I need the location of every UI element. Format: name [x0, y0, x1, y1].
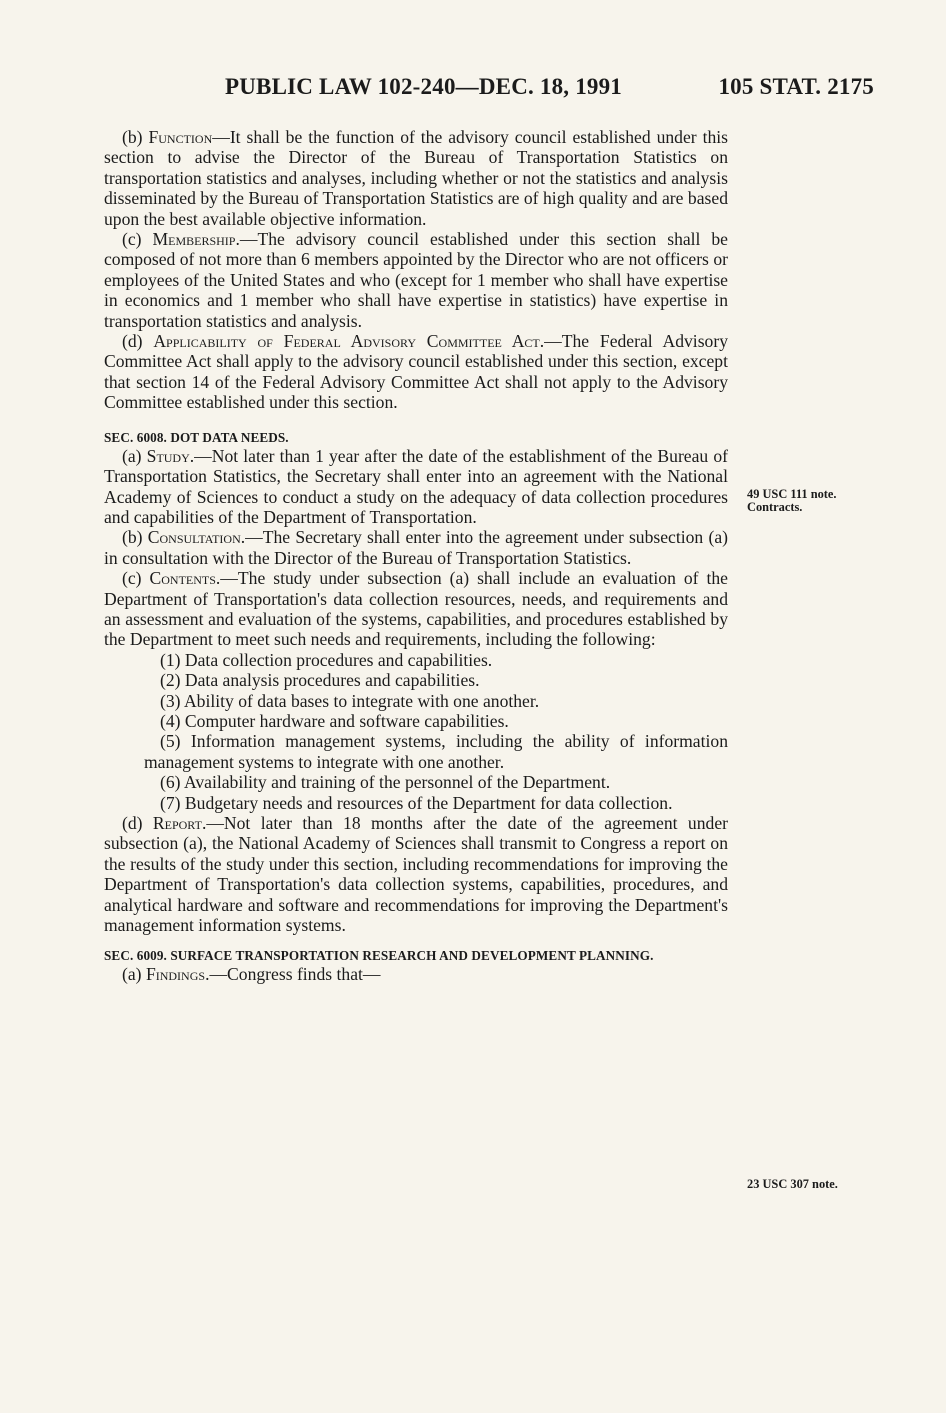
heading-findings: Findings: [145, 964, 206, 985]
margin-note-line: 49 USC 111 note.: [747, 487, 837, 501]
section-6009-title: SEC. 6009. SURFACE TRANSPORTATION RESEARCH AND DEVELOPMENT PLANNING.: [104, 948, 654, 964]
heading-function: Function: [148, 127, 213, 147]
heading-study: Study: [146, 445, 190, 466]
paragraph-a-study: (a) Study.—Not later than 1 year after the date of the establishment of the Bureau of Transportation Statistics, the Secretary shall enter into an agreement with the National Academy of Sciences to conduct a study on the adequacy of data collection procedures and capabilities of the Department of Transportation.: [104, 445, 728, 527]
main-text-column: [104, 127, 728, 985]
paragraph-b-function: (b) Function—It shall be the function of the advisory council established under this section to advise the Director of the Bureau of Transportation Statistics on transportation statistics and analyses, including whether or not the statistics and analysis disseminated by the Bureau of Transportation Statistics are of high quality and are based upon the best available objective information.: [104, 127, 728, 229]
section-6008-title: SEC. 6008. DOT DATA NEEDS.: [104, 429, 289, 445]
list-item: (4) Computer hardware and software capabilities.: [160, 710, 509, 731]
header-stat-page: 105 STAT. 2175: [718, 74, 874, 99]
heading-consultation: Consultation: [147, 527, 241, 548]
header-law-citation: PUBLIC LAW 102-240—DEC. 18, 1991: [225, 74, 623, 99]
paragraph-d-report: (d) Report.—Not later than 18 months after the date of the agreement under subsection (a), the National Academy of Sciences shall transmit to Congress a report on the results of the study under this section, including recommendations for improving the Department of Transportation's data collection systems, capabilities, procedures, and analytical hardware and software and recommendations for improving the Department's management information systems.: [104, 813, 728, 936]
list-item: (1) Data collection procedures and capabilities.: [160, 649, 493, 670]
paragraph-b-consultation: (b) Consultation.—The Secretary shall enter into the agreement under subsection (a) in consultation with the Director of the Bureau of Transportation Statistics.: [104, 527, 728, 568]
paragraph-c-contents: (c) Contents.—The study under subsection (a) shall include an evaluation of the Department of Transportation's data collection resources, needs, and requirements and an assessment and evaluation of the systems, capabilities, and procedures established by the Department to meet such needs and requirements, including the following:: [104, 568, 728, 650]
list-item: (6) Availability and training of the personnel of the Department.: [160, 772, 611, 793]
page-header: [225, 74, 874, 100]
heading-applicability: Applicability of Federal Advisory Committee Act: [153, 331, 540, 352]
list-item: (5) Information management systems, including the ability of information management systems to integrate with one another.: [144, 731, 728, 772]
paragraph-a-findings: (a) Findings.—Congress finds that—: [122, 964, 381, 985]
paragraph-d-applicability: (d) Applicability of Federal Advisory Committee Act.—The Federal Advisory Committee Act shall apply to the advisory council established under this section, except that section 14 of the Federal Advisory Committee Act shall not apply to the Advisory Committee established under this section.: [104, 331, 728, 413]
list-item: (7) Budgetary needs and resources of the Department for data collection.: [160, 792, 673, 813]
paragraph-c-membership: (c) Membership.—The advisory council established under this section shall be composed of not more than 6 members appointed by the Director who are not officers or employees of the United States and who (except for 1 member who shall have expertise in economics and 1 member who shall have expertise in statistics) have expertise in transportation statistics and analysis.: [104, 229, 728, 331]
margin-note-usc-307: [747, 1178, 887, 1191]
margin-note-usc-111: [747, 488, 887, 514]
margin-note-line: 23 USC 307 note.: [747, 1177, 838, 1191]
margin-note-line: Contracts.: [747, 500, 803, 514]
heading-report: Report: [152, 813, 202, 833]
list-item: (2) Data analysis procedures and capabilities.: [160, 670, 480, 691]
heading-contents: Contents: [149, 568, 216, 589]
heading-membership: Membership: [152, 229, 236, 250]
list-item: (3) Ability of data bases to integrate with one another.: [160, 690, 540, 711]
